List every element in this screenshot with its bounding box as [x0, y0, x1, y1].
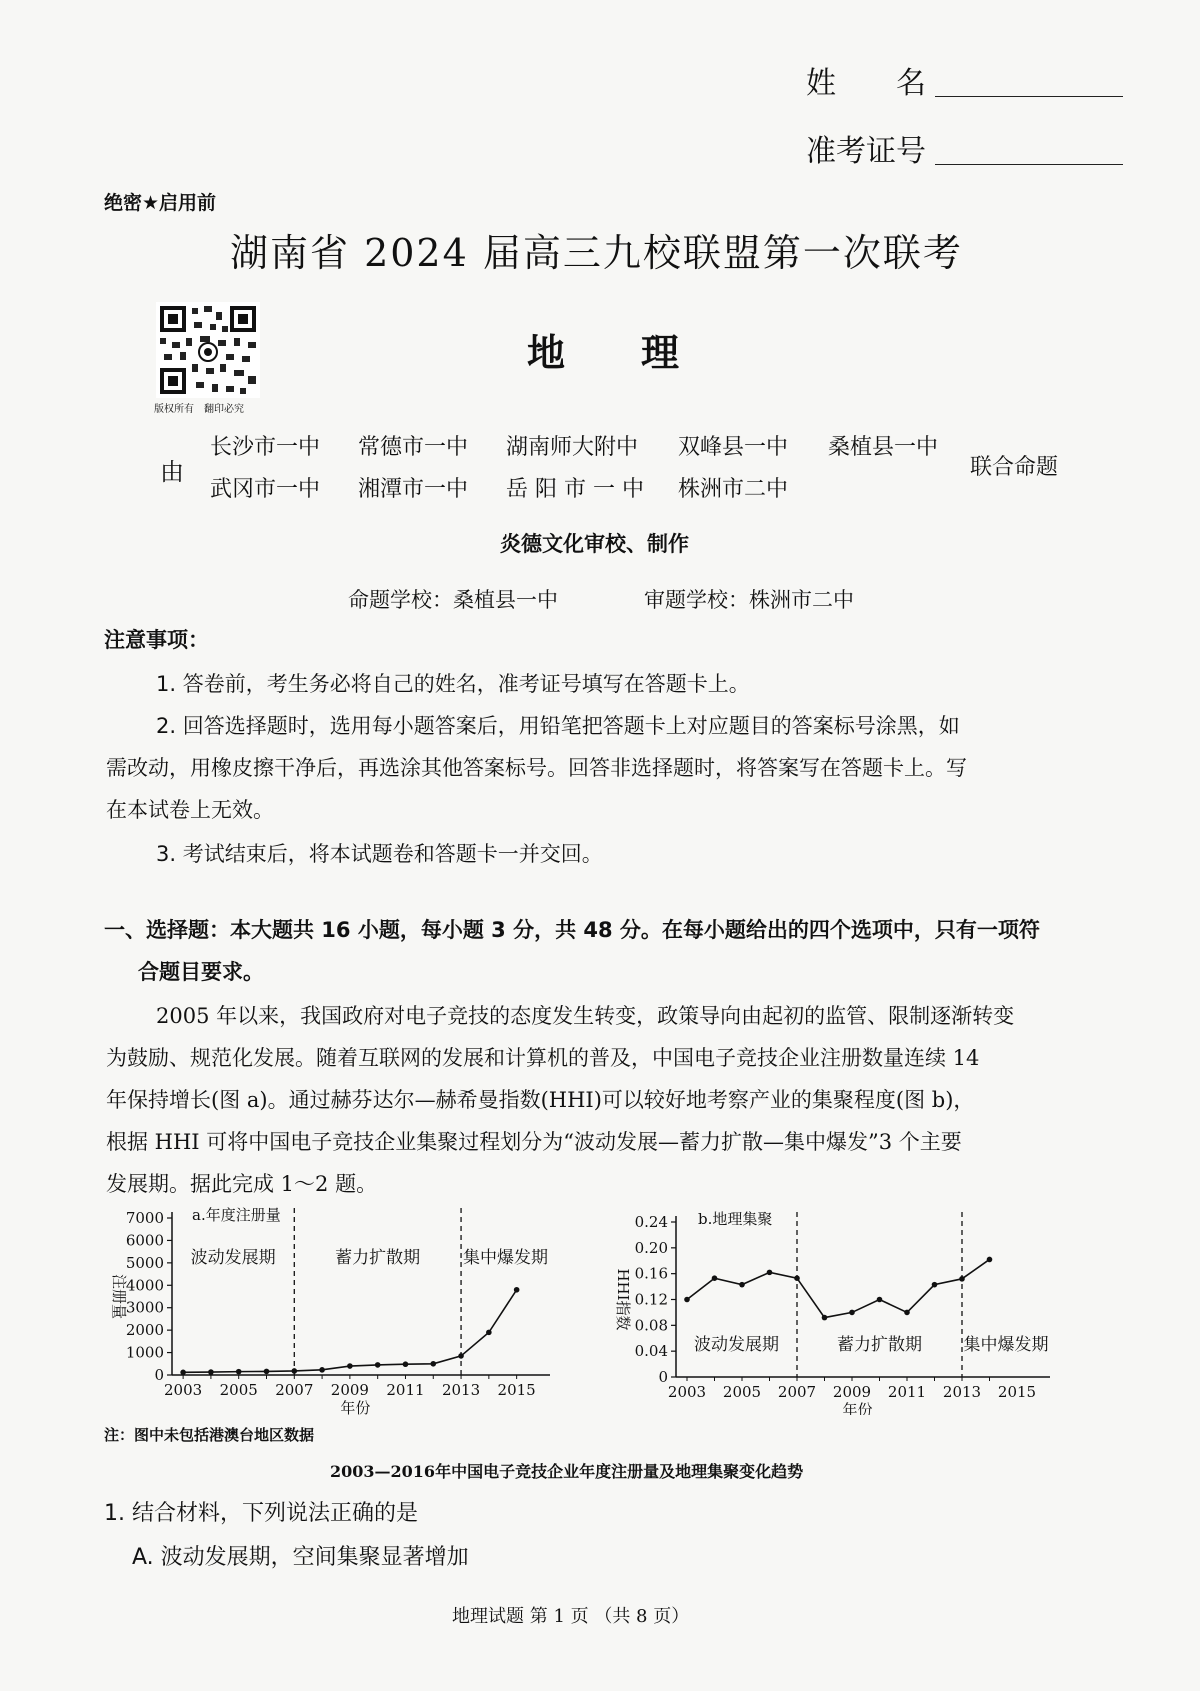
qr-caption: 版权所有 翻印必究: [154, 404, 244, 415]
y-tick-label: 0.20: [634, 1238, 668, 1257]
y-tick-label: 3000: [125, 1298, 164, 1317]
x-tick-label: 2003: [667, 1383, 707, 1401]
x-tick-label: 2007: [777, 1383, 817, 1401]
data-point: [236, 1369, 242, 1375]
x-tick-label: 2009: [832, 1383, 872, 1401]
data-point: [264, 1369, 270, 1375]
data-point: [684, 1297, 690, 1303]
school-4: 双峰县一中: [678, 435, 789, 460]
phase-label: 集中爆发期: [463, 1248, 549, 1268]
data-point: [208, 1369, 214, 1375]
exam-id-field-line: [935, 164, 1123, 165]
schools-prefix: 由: [160, 458, 184, 486]
data-point: [739, 1282, 745, 1288]
exam-id-label: 准考证号: [806, 134, 926, 169]
y-tick-label: 1000: [125, 1343, 164, 1362]
qr-code: [156, 302, 260, 398]
phase-label: 波动发展期: [190, 1248, 276, 1268]
school-6: 武冈市一中: [210, 477, 321, 502]
y-axis-label: 注册量: [110, 1273, 128, 1320]
notice-item-2-cont: 需改动，用橡皮擦干净后，再选涂其他答案标号。回答非选择题时，将答案写在答题卡上。写: [106, 756, 967, 780]
name-field-line: [935, 96, 1123, 97]
data-point: [959, 1276, 965, 1282]
data-point: [319, 1367, 325, 1373]
passage-line-4: 根据 HHI 可将中国电子竞技企业集聚过程划分为“波动发展—蓄力扩散—集中爆发”3 个主要: [106, 1130, 962, 1154]
data-point: [849, 1310, 855, 1316]
school-8: 岳 阳 市 一 中: [506, 477, 644, 502]
y-tick-label: 0.08: [634, 1316, 668, 1335]
setter-school: 命题学校：桑植县一中: [348, 588, 558, 612]
school-5: 桑植县一中: [828, 435, 939, 460]
data-point: [430, 1361, 436, 1367]
y-tick-label: 4000: [125, 1276, 164, 1295]
school-2: 常德市一中: [358, 435, 469, 460]
subject-title: 地 理: [527, 331, 680, 375]
data-point: [486, 1330, 492, 1336]
school-1: 长沙市一中: [210, 435, 321, 460]
page-footer: 地理试题 第 1 页 （共 8 页）: [452, 1606, 690, 1627]
school-3: 湖南师大附中: [506, 435, 639, 460]
x-tick-label: 2009: [330, 1381, 369, 1399]
y-tick-label: 0.12: [634, 1290, 668, 1309]
data-point: [291, 1368, 297, 1374]
x-tick-label: 2013: [441, 1381, 481, 1399]
figure-caption: 2003—2016年中国电子竞技企业年度注册量及地理集聚变化趋势: [330, 1462, 804, 1481]
exam-title: 湖南省 2024 届高三九校联盟第一次联考: [230, 231, 963, 275]
y-tick-label: 0.16: [634, 1264, 668, 1283]
notice-item-3: 3. 考试结束后，将本试题卷和答题卡一并交回。: [156, 842, 603, 866]
y-tick-label: 6000: [125, 1231, 164, 1250]
y-tick-label: 2000: [125, 1321, 164, 1340]
notice-item-1: 1. 答卷前，考生务必将自己的姓名，准考证号填写在答题卡上。: [156, 672, 750, 696]
data-point: [932, 1282, 938, 1288]
passage-line-3: 年保持增长(图 a)。通过赫芬达尔—赫希曼指数(HHI)可以较好地考察产业的集聚程度(图 b)，: [106, 1088, 975, 1112]
x-tick-label: 2015: [997, 1383, 1037, 1401]
passage-line-2: 为鼓励、规范化发展。随着互联网的发展和计算机的普及，中国电子竞技企业注册数量连续 14: [106, 1046, 980, 1070]
phase-label: 蓄力扩散期: [837, 1335, 922, 1355]
question-1-option-a: A. 波动发展期，空间集聚显著增加: [132, 1545, 469, 1570]
series-line: [183, 1290, 517, 1373]
x-tick-label: 2005: [219, 1381, 258, 1399]
secret-label: 绝密★启用前: [104, 192, 217, 214]
chart-title: b.地理集聚: [698, 1210, 773, 1228]
chart-a: [100, 1200, 600, 1415]
notice-title: 注意事项：: [104, 628, 209, 652]
x-tick-label: 2011: [386, 1381, 425, 1399]
data-point: [794, 1275, 800, 1281]
section-heading-cont: 合题目要求。: [138, 960, 264, 984]
y-tick-label: 7000: [125, 1209, 164, 1227]
data-point: [458, 1353, 464, 1359]
data-point: [904, 1310, 910, 1316]
school-7: 湘潭市一中: [358, 477, 469, 502]
data-point: [347, 1363, 353, 1369]
y-axis-label: HHI指数: [614, 1268, 632, 1331]
y-tick-label: 0: [658, 1368, 668, 1386]
maker-line: 炎德文化审校、制作: [500, 532, 689, 556]
x-tick-label: 2015: [497, 1381, 536, 1399]
y-tick-label: 0.24: [634, 1213, 668, 1231]
data-point: [877, 1297, 883, 1303]
x-axis-label: 年份: [842, 1401, 873, 1415]
passage-line-5: 发展期。据此完成 1～2 题。: [106, 1172, 378, 1196]
school-9: 株洲市二中: [678, 477, 789, 502]
data-point: [375, 1362, 381, 1368]
figure-note: 注：图中未包括港澳台地区数据: [104, 1426, 315, 1444]
x-tick-label: 2007: [275, 1381, 314, 1399]
name-label: 姓 名: [806, 66, 926, 101]
notice-item-2-cont2: 在本试卷上无效。: [106, 798, 274, 822]
data-point: [180, 1370, 186, 1376]
data-point: [987, 1257, 993, 1263]
data-point: [767, 1270, 773, 1276]
reviewer-school: 审题学校：株洲市二中: [644, 588, 854, 612]
notice-item-2: 2. 回答选择题时，选用每小题答案后，用铅笔把答题卡上对应题目的答案标号涂黑，如: [156, 714, 960, 738]
series-line: [687, 1259, 990, 1317]
x-tick-label: 2003: [164, 1381, 203, 1399]
data-point: [822, 1315, 828, 1321]
data-point: [514, 1287, 520, 1293]
x-axis-label: 年份: [340, 1399, 371, 1415]
data-point: [403, 1361, 409, 1367]
phase-label: 波动发展期: [694, 1335, 779, 1355]
phase-label: 蓄力扩散期: [335, 1248, 421, 1268]
y-tick-label: 0: [154, 1366, 164, 1384]
x-tick-label: 2011: [887, 1383, 927, 1401]
x-tick-label: 2005: [722, 1383, 762, 1401]
chart-title: a.年度注册量: [192, 1206, 281, 1224]
chart-b: [600, 1200, 1120, 1415]
phase-label: 集中爆发期: [963, 1335, 1049, 1355]
schools-suffix: 联合命题: [970, 455, 1059, 480]
x-tick-label: 2013: [942, 1383, 982, 1401]
passage-line-1: 2005 年以来，我国政府对电子竞技的态度发生转变，政策导向由起初的监管、限制逐渐转变: [156, 1004, 1015, 1028]
question-1: 1. 结合材料，下列说法正确的是: [104, 1501, 418, 1526]
y-tick-label: 0.04: [634, 1342, 668, 1361]
y-tick-label: 5000: [125, 1253, 164, 1272]
data-point: [712, 1275, 718, 1281]
section-heading: 一、选择题：本大题共 16 小题，每小题 3 分，共 48 分。在每小题给出的四个选项中，只有一项符: [104, 918, 1040, 942]
